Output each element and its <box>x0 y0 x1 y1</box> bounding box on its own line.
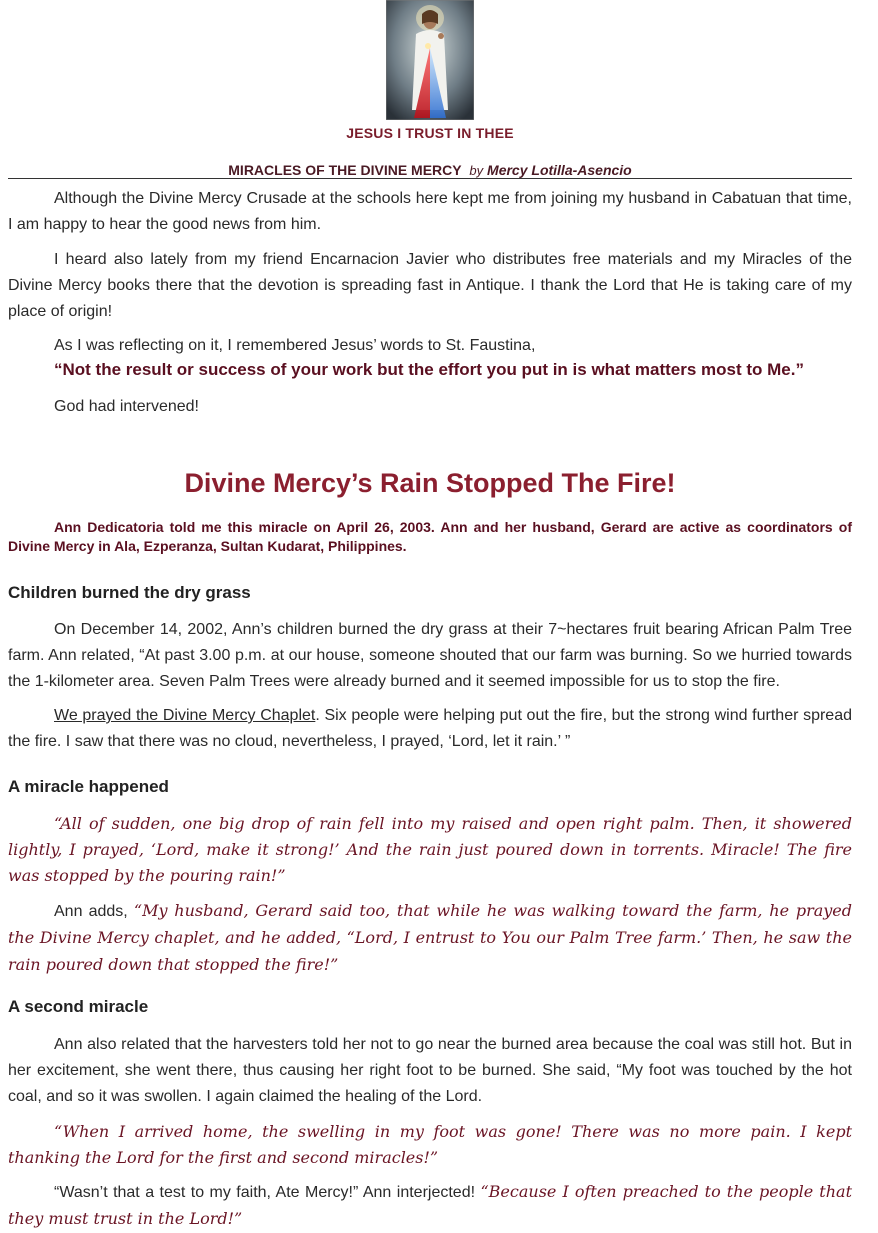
divine-mercy-image <box>386 0 474 120</box>
faustina-quote: “Not the result or success of your work but the effort you put in is what matters most to Me.” <box>54 360 804 379</box>
section-heading-2: A miracle happened <box>8 777 169 796</box>
article-intro: Ann Dedicatoria told me this miracle on April 26, 2003. Ann and her husband, Gerard are active as coordinators of Divine Mercy in Ala, Ezperanza, Sultan Kudarat, Philippines. <box>8 519 852 554</box>
paragraph-4: God had intervened! <box>54 398 199 415</box>
article-title: Divine Mercy’s Rain Stopped The Fire! <box>184 468 676 498</box>
section-heading-3: A second miracle <box>8 997 149 1016</box>
chaplet-link[interactable]: We prayed the Divine Mercy Chaplet <box>54 707 316 724</box>
paragraph-5: On December 14, 2002, Ann’s children burned the dry grass at their 7~hectares fruit bearing African Palm Tree farm. Ann related, “At past 3.00 p.m. at our house, someone shouted that our farm was burning. So we hurried towards the 1-kilometer area. Seven Palm Trees were already burned and it seemed impossible for us to stop the fire. <box>8 621 852 690</box>
paragraph-7: “All of sudden, one big drop of rain fell into my raised and open right palm. Then, it showered lightly, I prayed, ‘Lord, make it strong!’ And the rain just poured down in torrents. Miracle! The fire was stopped by the pouring rain!” <box>8 814 852 885</box>
header-author: Mercy Lotilla-Asencio <box>487 162 632 178</box>
divine-mercy-icon <box>386 0 474 120</box>
header-by: by <box>469 163 484 178</box>
page-header <box>8 162 852 179</box>
paragraph-2: I heard also lately from my friend Encarnacion Javier who distributes free materials and my Miracles of the Divine Mercy books there that the devotion is spreading fast in Antique. I thank the Lord that He is taking care of my place of origin! <box>8 251 852 320</box>
section-heading-1: Children burned the dry grass <box>8 583 251 602</box>
paragraph-8: Ann adds, “My husband, Gerard said too, that while he was walking toward the farm, he prayed the Divine Mercy chaplet, and he added, “Lord, I entrust to You our Palm Tree farm.’ Then, he saw the rain poured down that stopped the fire!” <box>8 901 852 974</box>
header-title: MIRACLES OF THE DIVINE MERCY <box>228 162 462 178</box>
paragraph-3: As I was reflecting on it, I remembered Jesus’ words to St. Faustina, <box>54 337 536 354</box>
paragraph-6: We prayed the Divine Mercy Chaplet. Six people were helping put out the fire, but the strong wind further spread the fire. I saw that there was no cloud, nevertheless, I prayed, ‘Lord, let it rain.’ ” <box>8 707 853 750</box>
paragraph-11: “Wasn’t that a test to my faith, Ate Mercy!” Ann interjected! “Because I often preached to the people that they must trust in the Lord!” <box>8 1182 853 1228</box>
paragraph-1: Although the Divine Mercy Crusade at the schools here kept me from joining my husband in Cabatuan that time, I am happy to hear the good news from him. <box>8 190 852 233</box>
image-caption: JESUS I TRUST IN THEE <box>346 125 514 141</box>
paragraph-10: “When I arrived home, the swelling in my foot was gone! There was no more pain. I kept thanking the Lord for the first and second miracles!” <box>8 1122 852 1167</box>
paragraph-9: Ann also related that the harvesters told her not to go near the burned area because the coal was still hot. But in her excitement, she went there, thus causing her right foot to be burned. She said, “My foot was touched by the hot coal, and so it was swollen. I again claimed the healing of the Lord. <box>8 1036 852 1105</box>
